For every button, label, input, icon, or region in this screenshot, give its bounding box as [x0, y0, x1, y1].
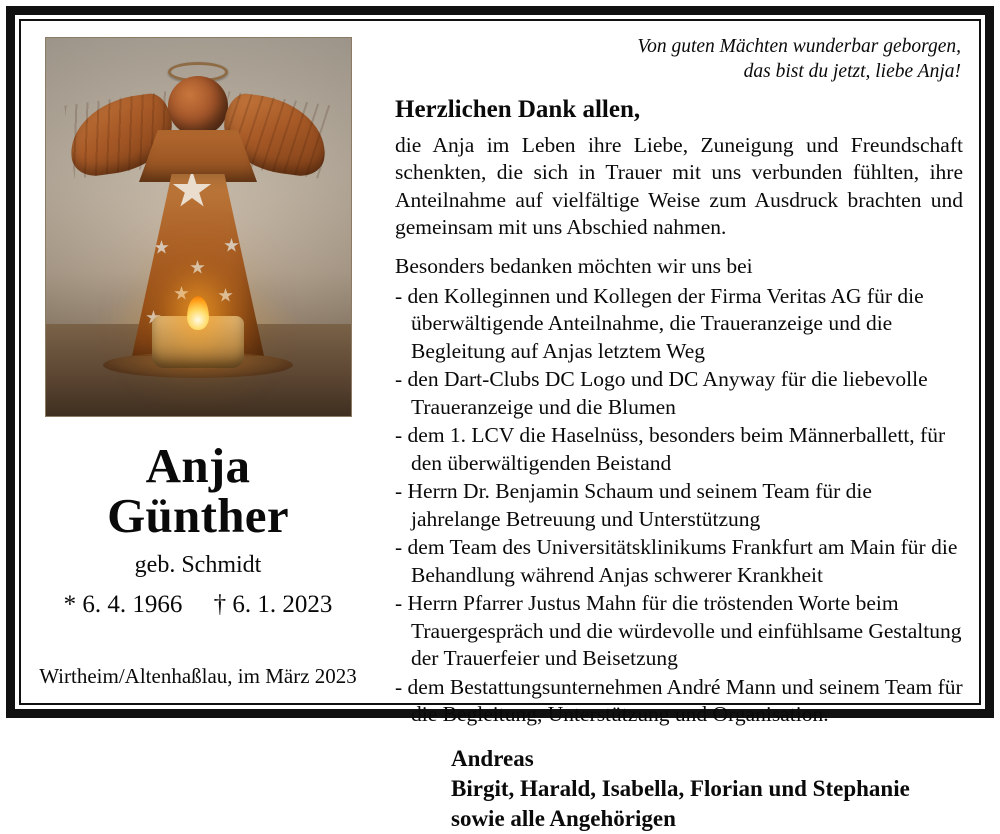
last-name: Günther	[107, 488, 289, 544]
candle-flame-icon	[187, 296, 209, 330]
list-item: - Herrn Pfarrer Justus Mahn für die tröstenden Worte beim Trauergespräch und die würdevolle und einfühlsame Gestaltung der Trauerfeier und Beisetzung	[395, 591, 962, 671]
memorial-photo	[45, 37, 352, 417]
place-and-date: Wirtheim/Altenhaßlau, im März 2023	[39, 664, 357, 688]
thanks-list	[395, 283, 963, 730]
list-item: - den Kolleginnen und Kollegen der Firma Veritas AG für die überwältigende Anteilnahme, die Traueranzeige und die Begleitung auf Anjas letztem Weg	[395, 283, 924, 363]
memorial-verse	[395, 35, 963, 84]
star-icon	[154, 240, 169, 255]
card-content	[23, 23, 977, 831]
life-dates: * 6. 4. 1966 † 6. 1. 2023	[63, 590, 333, 618]
list-item: - dem Bestattungsunternehmen André Mann und seinem Team für die Begleitung, Unterstützung und Organisation.	[395, 674, 963, 727]
left-column	[23, 23, 373, 701]
verse-line-1: Von guten Mächten wunderbar geborgen,	[637, 36, 961, 57]
thanks-intro-paragraph: die Anja im Leben ihre Liebe, Zuneigung und Freundschaft schenkten, die sich in Trauer mit uns verbunden fühlten, ihre Anteilnahme auf vielfältige Weise zum Ausdruck brachten und gemeinsam mit uns Abschied nahmen.	[395, 133, 963, 240]
signature-line-1: Andreas	[451, 745, 534, 771]
maiden-name: geb. Schmidt	[134, 551, 262, 578]
star-icon	[190, 260, 205, 275]
list-item: - den Dart-Clubs DC Logo und DC Anyway für die liebevolle Traueranzeige und die Blumen	[395, 367, 928, 419]
star-icon	[224, 238, 239, 253]
verse-line-2: das bist du jetzt, liebe Anja!	[743, 60, 961, 82]
star-icon	[174, 286, 189, 301]
star-icon	[172, 170, 212, 210]
thanks-heading: Herzlichen Dank allen,	[395, 96, 641, 124]
list-item: - dem Team des Universitätsklinikums Frankfurt am Main für die Behandlung während Anjas schwerer Krankheit	[395, 535, 958, 587]
thanks-list-intro: Besonders bedanken möchten wir uns bei	[395, 254, 753, 279]
signature-line-3: sowie alle Angehörigen	[451, 805, 676, 831]
angel-figure-icon	[73, 56, 323, 386]
angel-head	[168, 76, 228, 136]
page-title	[107, 438, 289, 544]
right-column	[373, 23, 977, 831]
first-name: Anja	[145, 438, 251, 493]
star-icon	[218, 288, 233, 303]
signature-line-2: Birgit, Harald, Isabella, Florian und Stephanie	[451, 775, 910, 801]
list-item: - Herrn Dr. Benjamin Schaum und seinem Team für die jahrelange Betreuung und Unterstützung	[395, 479, 872, 531]
signature-block	[395, 744, 963, 834]
list-item: - dem 1. LCV die Haselnüss, besonders beim Männerballett, für den überwältigenden Beistand	[395, 423, 946, 475]
